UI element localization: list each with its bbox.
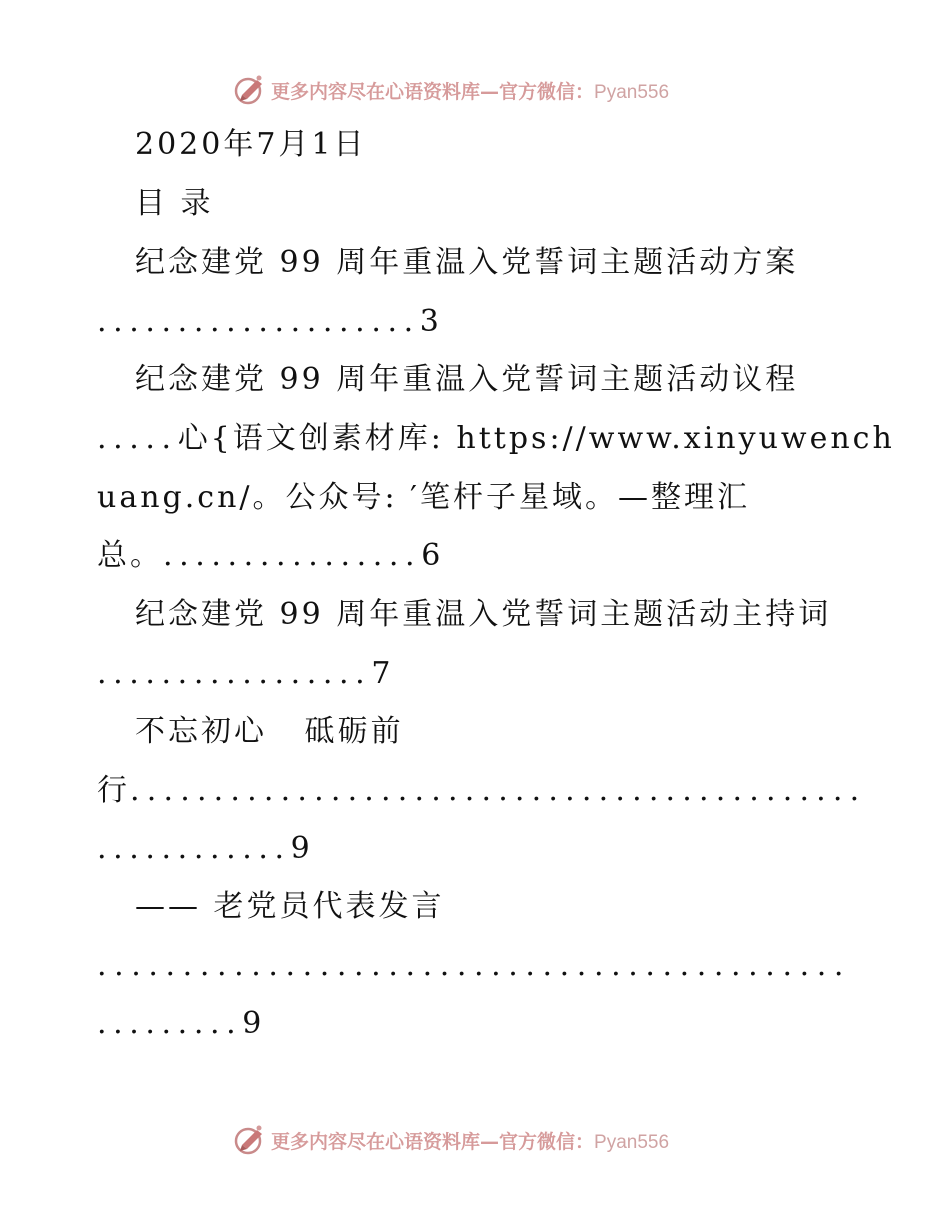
toc-entry-3-leader bbox=[97, 654, 393, 694]
toc-leader-dots: ................. bbox=[97, 656, 372, 691]
toc-entry-2-line2: uang.cn/。公众号: ′笔杆子星域。—整理汇 bbox=[97, 480, 750, 515]
toc-leader-dots: ......... bbox=[97, 1006, 243, 1041]
toc-leader-dots: ................ bbox=[163, 538, 422, 573]
toc-entry-5-title: —— 老党员代表发言 bbox=[135, 889, 445, 924]
pen-logo-icon bbox=[233, 73, 267, 107]
toc-entry-2-text1: 心{语文创素材库: https://www.xinyuwench bbox=[177, 421, 895, 456]
toc-entry-2-line3 bbox=[97, 536, 443, 576]
toc-entry-5-line1 bbox=[97, 946, 851, 986]
watermark-id: Pyan556 bbox=[594, 1131, 670, 1153]
toc-entry-4-cont: 行 bbox=[97, 773, 130, 808]
date-line: 2020年7月1日 bbox=[135, 127, 367, 162]
pen-logo-icon bbox=[233, 1123, 267, 1157]
toc-leader-dots: ............ bbox=[97, 831, 291, 866]
toc-leader-dots: ............................................ bbox=[130, 773, 867, 808]
toc-entry-2-line1 bbox=[97, 419, 895, 459]
toc-entry-1-leader bbox=[97, 302, 442, 342]
toc-page-number: 3 bbox=[419, 304, 442, 339]
toc-page-number: 9 bbox=[290, 831, 313, 866]
toc-page-number: 9 bbox=[242, 1006, 265, 1041]
toc-leader-dots: ..... bbox=[97, 421, 178, 456]
toc-entry-4-line2 bbox=[97, 829, 313, 869]
toc-heading: 目 录 bbox=[135, 186, 214, 221]
toc-entry-2-title: 纪念建党 99 周年重温入党誓词主题活动议程 bbox=[135, 362, 799, 397]
watermark-text: 更多内容尽在心语资料库—官方微信： bbox=[271, 80, 595, 103]
toc-entry-5-line2 bbox=[97, 1004, 264, 1044]
toc-leader-dots: ............................................ bbox=[97, 948, 851, 983]
watermark-text: 更多内容尽在心语资料库—官方微信： bbox=[271, 1130, 595, 1153]
toc-page-number: 6 bbox=[421, 538, 444, 573]
toc-entry-2-text3: 总。 bbox=[97, 538, 163, 573]
toc-entry-1-title: 纪念建党 99 周年重温入党誓词主题活动方案 bbox=[135, 245, 799, 280]
watermark-banner-top bbox=[0, 70, 950, 110]
toc-leader-dots: .................... bbox=[97, 304, 420, 339]
toc-entry-4-line1 bbox=[97, 771, 866, 811]
watermark-banner-bottom bbox=[0, 1120, 950, 1160]
toc-page-number: 7 bbox=[371, 656, 394, 691]
watermark-id: Pyan556 bbox=[594, 81, 670, 103]
toc-entry-4-title: 不忘初心 砥砺前 bbox=[135, 714, 404, 749]
toc-entry-3-title: 纪念建党 99 周年重温入党誓词主题活动主持词 bbox=[135, 597, 832, 632]
